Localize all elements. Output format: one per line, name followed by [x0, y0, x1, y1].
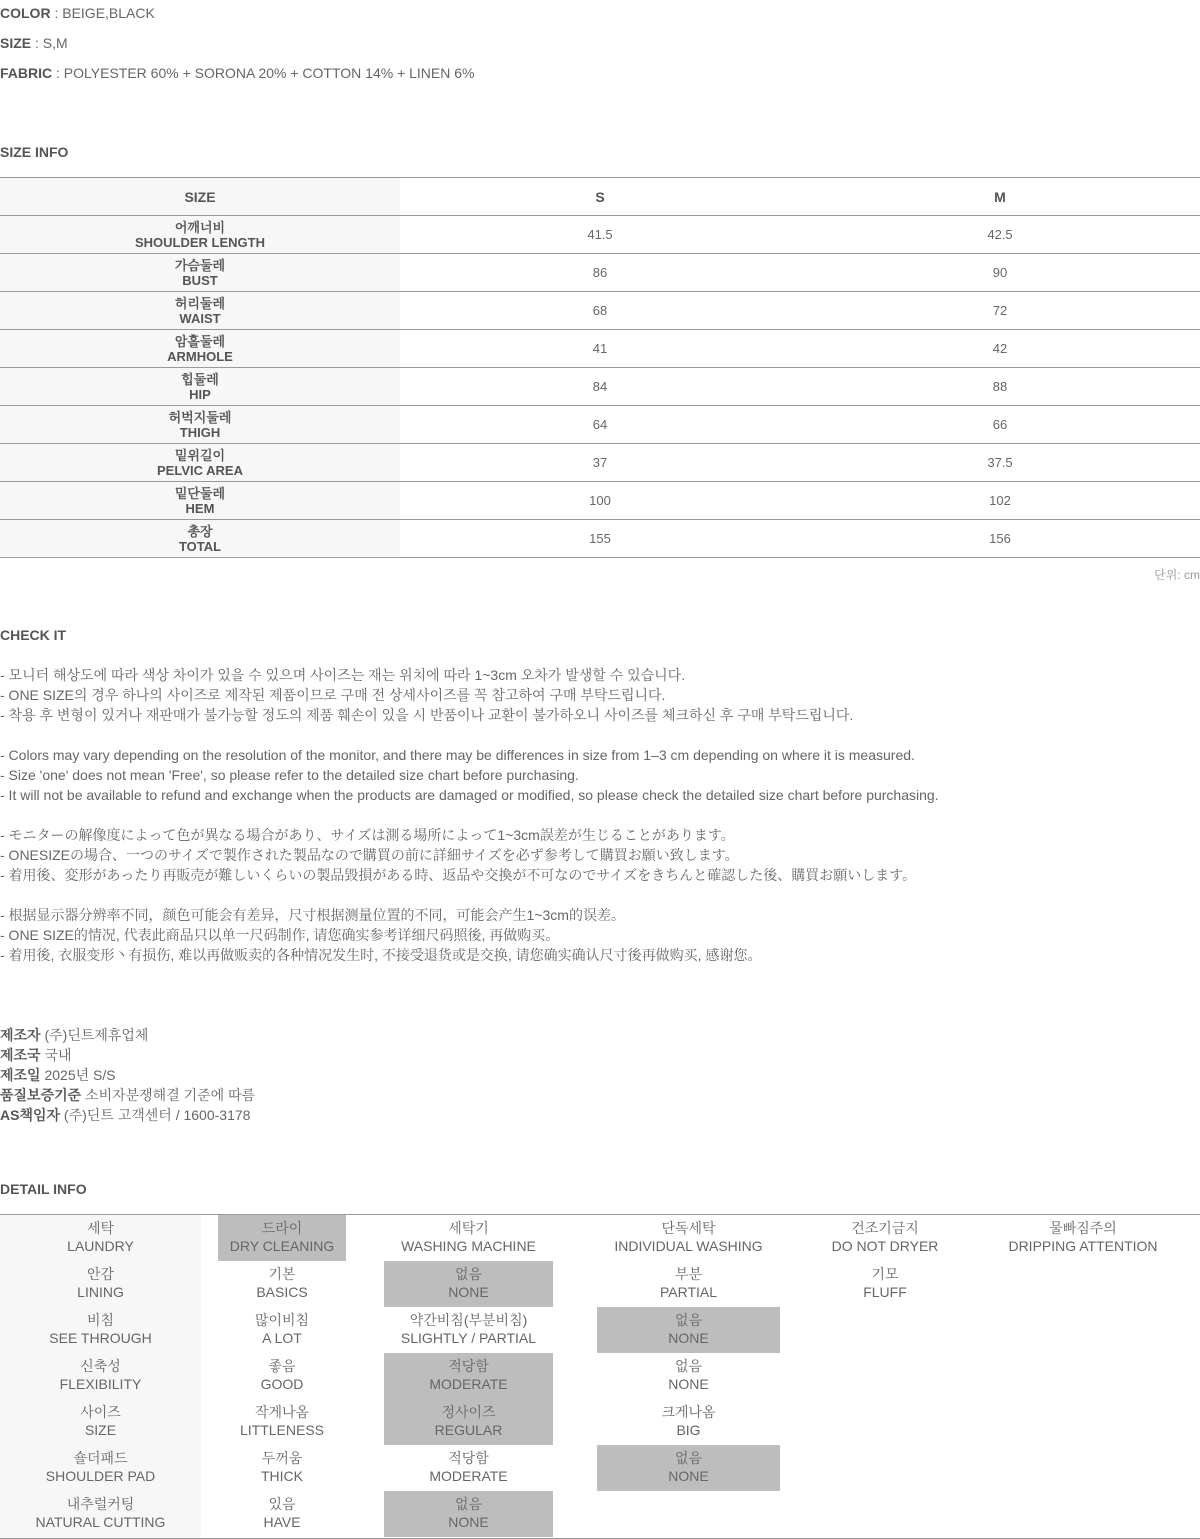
detail-text-ko: 좋음 — [268, 1358, 296, 1374]
value-s: 64 — [400, 406, 800, 444]
maker-label: 제조일 — [0, 1067, 41, 1083]
detail-text-en: SIZE — [84, 1422, 117, 1438]
detail-text-ko: 신축성 — [80, 1358, 121, 1374]
measure-label-en: SHOULDER LENGTH — [135, 234, 265, 250]
detail-option — [790, 1215, 980, 1261]
spec-label: FABRIC — [0, 65, 53, 81]
value-s: 84 — [400, 368, 800, 406]
detail-option — [218, 1399, 346, 1445]
measure-label — [0, 254, 400, 292]
measure-label-ko: 어깨너비 — [174, 219, 226, 235]
detail-text-en: GOOD — [260, 1376, 304, 1392]
table-row — [0, 520, 1200, 558]
value-m: 102 — [800, 482, 1200, 520]
detail-info-title: DETAIL INFO — [0, 1181, 87, 1197]
detail-text-ko: 물빠짐주의 — [1049, 1220, 1117, 1236]
table-row — [0, 216, 1200, 254]
check-it-title: CHECK IT — [0, 627, 67, 643]
detail-text-en: THICK — [261, 1468, 303, 1484]
value-m: 88 — [800, 368, 1200, 406]
unit-note: 단위: cm — [1154, 568, 1200, 582]
detail-text-ko: 적당함 — [448, 1358, 489, 1374]
spec-value: S,M — [42, 35, 68, 51]
detail-row-label — [0, 1353, 201, 1399]
measure-label-ko: 허벅지둘레 — [168, 409, 232, 425]
measure-label-en: HIP — [189, 386, 211, 402]
table-row — [0, 330, 1200, 368]
detail-row-label — [0, 1215, 201, 1261]
detail-text-en: BIG — [676, 1422, 701, 1438]
detail-text-ko: 정사이즈 — [441, 1404, 496, 1420]
measure-label-en: THIGH — [179, 424, 221, 440]
detail-option — [218, 1491, 346, 1537]
detail-option — [218, 1353, 346, 1399]
detail-text-en: DRY CLEANING — [229, 1238, 335, 1254]
detail-option — [384, 1445, 553, 1491]
value-s: 68 — [400, 292, 800, 330]
spec-value: BEIGE,BLACK — [62, 5, 155, 21]
detail-text-en: BASICS — [256, 1284, 308, 1300]
measure-label — [0, 520, 400, 558]
detail-text-en: WASHING MACHINE — [401, 1238, 536, 1254]
detail-text-ko: 기본 — [268, 1266, 296, 1282]
maker-line — [0, 1045, 255, 1065]
maker-line — [0, 1025, 255, 1045]
detail-option-selected — [218, 1215, 346, 1261]
detail-text-en: MODERATE — [429, 1376, 508, 1392]
maker-value: 2025년 S/S — [44, 1067, 116, 1083]
detail-option — [597, 1261, 780, 1307]
detail-option — [218, 1307, 346, 1353]
spec-color: COLOR : BEIGE,BLACK — [0, 5, 155, 21]
detail-option — [384, 1215, 553, 1261]
detail-text-en: NONE — [668, 1376, 709, 1392]
detail-text-ko: 없음 — [674, 1358, 703, 1374]
detail-text-en: LITTLENESS — [239, 1422, 325, 1438]
detail-option-selected — [384, 1399, 553, 1445]
detail-text-en: NONE — [668, 1330, 709, 1346]
detail-text-ko: 세탁기 — [448, 1220, 489, 1236]
detail-text-en: REGULAR — [434, 1422, 503, 1438]
detail-text-ko: 작게나옴 — [254, 1404, 310, 1420]
detail-row-label — [0, 1491, 201, 1537]
measure-label-en: HEM — [185, 500, 215, 516]
detail-text-en: NONE — [448, 1284, 489, 1300]
measure-label — [0, 444, 400, 482]
detail-text-ko: 숄더패드 — [73, 1450, 128, 1466]
detail-option-selected — [597, 1307, 780, 1353]
value-s: 37 — [400, 444, 800, 482]
measure-label-ko: 허리둘레 — [174, 295, 226, 311]
measure-label — [0, 406, 400, 444]
detail-option — [597, 1399, 780, 1445]
measure-label-ko: 암홀둘레 — [174, 333, 226, 349]
spec-value: POLYESTER 60% + SORONA 20% + COTTON 14% + LINEN 6% — [63, 65, 475, 81]
value-s: 100 — [400, 482, 800, 520]
detail-text-ko: 약간비침(부분비침) — [409, 1312, 528, 1328]
detail-option — [980, 1215, 1186, 1261]
detail-text-ko: 드라이 — [261, 1220, 303, 1236]
detail-option-selected — [384, 1261, 553, 1307]
spec-label: SIZE — [0, 35, 32, 51]
measure-label-ko: 밑단둘레 — [174, 485, 226, 501]
detail-text-ko: 단독세탁 — [661, 1220, 716, 1236]
measure-label-en: PELVIC AREA — [157, 462, 243, 478]
detail-text-ko: 많이비침 — [254, 1312, 310, 1328]
check-line: - 着用後, 衣服变形丶有损伤, 难以再做贩卖的各种情况发生时, 不接受退货或是交换, 请您确实确认尺寸後再做购买, 感谢您。 — [0, 947, 762, 963]
measure-label-ko: 가슴둘레 — [174, 257, 226, 273]
detail-text-en: SHOULDER PAD — [45, 1468, 156, 1484]
check-line: - 着用後、変形があったり再販売が難しいくらいの製品毀損がある時、返品や交換が不可なのでサイズをきちんと確認した後、購買お願いします。 — [0, 867, 917, 883]
maker-value: (주)딘트 고객센터 / 1600-3178 — [63, 1107, 251, 1123]
maker-label: 제조자 — [0, 1027, 41, 1043]
maker-label: 품질보증기준 — [0, 1087, 82, 1103]
value-m: 156 — [800, 520, 1200, 558]
measure-label-ko: 힙둘레 — [181, 371, 219, 387]
measure-label-en: TOTAL — [178, 538, 222, 554]
value-s: 41.5 — [400, 216, 800, 254]
table-row — [0, 368, 1200, 406]
measure-label — [0, 330, 400, 368]
detail-text-ko: 두꺼움 — [261, 1450, 303, 1466]
check-group-zh — [0, 905, 761, 965]
value-s: 41 — [400, 330, 800, 368]
detail-text-ko: 안감 — [86, 1266, 115, 1282]
check-line: - ONE SIZE的情况, 代表此商品只以单一尺码制作, 请您确实参考详细尺码照後, 再做购买。 — [0, 927, 560, 943]
table-row — [0, 444, 1200, 482]
detail-text-en: LAUNDRY — [67, 1238, 134, 1254]
detail-row-label — [0, 1261, 201, 1307]
value-m: 42.5 — [800, 216, 1200, 254]
detail-text-en: NONE — [668, 1468, 709, 1484]
detail-option-selected — [384, 1491, 553, 1537]
maker-label: AS책임자 — [0, 1107, 61, 1123]
value-m: 90 — [800, 254, 1200, 292]
detail-text-ko: 부분 — [674, 1266, 703, 1282]
table-row — [0, 292, 1200, 330]
header-size: SIZE — [0, 178, 400, 216]
detail-option — [218, 1261, 346, 1307]
detail-text-en: SEE THROUGH — [49, 1330, 152, 1346]
detail-text-en: NONE — [448, 1514, 489, 1530]
size-info-title: SIZE INFO — [0, 144, 69, 160]
check-line: - ONE SIZE의 경우 하나의 사이즈로 제작된 제품이므로 구매 전 상세사이즈를 꼭 참고하여 구매 부탁드립니다. — [0, 687, 666, 703]
check-group-ko — [0, 665, 853, 725]
spec-fabric: FABRIC : POLYESTER 60% + SORONA 20% + COTTON 14% + LINEN 6% — [0, 65, 475, 81]
maker-line — [0, 1105, 255, 1125]
check-line: - Colors may vary depending on the resolution of the monitor, and there may be differences in size from 1–3 cm depending on where it is measured. — [0, 747, 915, 763]
detail-option-selected — [384, 1353, 553, 1399]
measure-label — [0, 292, 400, 330]
detail-text-ko: 기모 — [871, 1266, 899, 1282]
size-table-header — [0, 178, 1200, 216]
detail-text-en: INDIVIDUAL WASHING — [614, 1238, 763, 1254]
detail-row-label — [0, 1399, 201, 1445]
table-row — [0, 406, 1200, 444]
detail-option — [384, 1307, 553, 1353]
detail-text-ko: 크게나옴 — [661, 1404, 716, 1420]
measure-label — [0, 368, 400, 406]
measure-label-ko: 밑위길이 — [174, 447, 226, 463]
maker-line — [0, 1065, 255, 1085]
detail-text-en: DO NOT DRYER — [831, 1238, 939, 1254]
detail-text-ko: 사이즈 — [80, 1404, 121, 1420]
value-m: 72 — [800, 292, 1200, 330]
detail-text-en: NATURAL CUTTING — [35, 1514, 166, 1530]
detail-text-en: HAVE — [263, 1514, 301, 1530]
detail-row-label — [0, 1307, 201, 1353]
table-row — [0, 482, 1200, 520]
maker-label: 제조국 — [0, 1047, 41, 1063]
maker-info — [0, 1025, 255, 1125]
maker-line — [0, 1085, 255, 1105]
header-m: M — [800, 178, 1200, 216]
check-group-en — [0, 745, 939, 805]
value-m: 37.5 — [800, 444, 1200, 482]
detail-info-table — [0, 1214, 1200, 1539]
measure-label-ko: 총장 — [187, 523, 213, 539]
check-line: - 根据显示器分辨率不同，颜色可能会有差异，尺寸根据测量位置的不同，可能会产生1~3cm的误差。 — [0, 907, 625, 923]
detail-option — [790, 1261, 980, 1307]
detail-text-en: SLIGHTLY / PARTIAL — [400, 1330, 537, 1346]
detail-option-selected — [597, 1445, 780, 1491]
detail-text-en: FLEXIBILITY — [59, 1376, 142, 1392]
detail-text-en: MODERATE — [429, 1468, 508, 1484]
check-line: - It will not be available to refund and exchange when the products are damaged or modified, so please check the detailed size chart before purchasing. — [0, 787, 939, 803]
check-line: - モニターの解像度によって色が異なる場合があり、サイズは測る場所によって1~3cm誤差が生じることがあります。 — [0, 827, 735, 843]
detail-text-en: DRIPPING ATTENTION — [1008, 1238, 1158, 1254]
detail-text-ko: 없음 — [454, 1266, 483, 1282]
size-table — [0, 177, 1200, 558]
detail-text-ko: 없음 — [674, 1450, 703, 1466]
detail-text-en: A LOT — [262, 1330, 302, 1346]
detail-option — [597, 1215, 780, 1261]
detail-option — [218, 1445, 346, 1491]
measure-label — [0, 216, 400, 254]
detail-text-en: LINING — [77, 1284, 124, 1300]
measure-label-en: ARMHOLE — [167, 348, 233, 364]
value-s: 155 — [400, 520, 800, 558]
measure-label-en: BUST — [182, 272, 218, 288]
value-m: 42 — [800, 330, 1200, 368]
spec-size: SIZE : S,M — [0, 35, 68, 51]
detail-text-ko: 세탁 — [86, 1220, 115, 1236]
check-line: - 모니터 해상도에 따라 색상 차이가 있을 수 있으며 사이즈는 재는 위치에 따라 1~3cm 오차가 발생할 수 있습니다. — [0, 667, 686, 683]
maker-value: 소비자분쟁해결 기준에 따름 — [85, 1087, 256, 1103]
detail-text-ko: 없음 — [674, 1312, 703, 1328]
detail-option — [597, 1353, 780, 1399]
detail-text-ko: 내추럴커팅 — [66, 1496, 135, 1512]
header-s: S — [400, 178, 800, 216]
check-line: - 착용 후 변형이 있거나 재판매가 불가능할 정도의 제품 훼손이 있을 시 반품이나 교환이 불가하오니 사이즈를 체크하신 후 구매 부탁드립니다. — [0, 707, 854, 723]
detail-text-en: FLUFF — [863, 1284, 907, 1300]
value-m: 66 — [800, 406, 1200, 444]
detail-text-ko: 건조기금지 — [851, 1220, 919, 1236]
maker-value: 국내 — [44, 1047, 72, 1063]
detail-text-ko: 있음 — [268, 1496, 296, 1512]
detail-text-ko: 비침 — [86, 1312, 115, 1328]
detail-text-ko: 적당함 — [448, 1450, 489, 1466]
detail-text-en: PARTIAL — [659, 1284, 718, 1300]
check-line: - ONESIZEの場合、一つのサイズで製作された製品なので購買の前に詳細サイズを必ず参考して購買お願い致します。 — [0, 847, 739, 863]
measure-label — [0, 482, 400, 520]
spec-label: COLOR — [0, 5, 51, 21]
detail-row-label — [0, 1445, 201, 1491]
measure-label-en: WAIST — [179, 310, 221, 326]
table-row — [0, 254, 1200, 292]
check-group-ja — [0, 825, 916, 885]
check-line: - Size 'one' does not mean 'Free', so please refer to the detailed size chart before purchasing. — [0, 767, 579, 783]
value-s: 86 — [400, 254, 800, 292]
maker-value: (주)딘트제휴업체 — [44, 1027, 149, 1043]
detail-text-ko: 없음 — [454, 1496, 483, 1512]
